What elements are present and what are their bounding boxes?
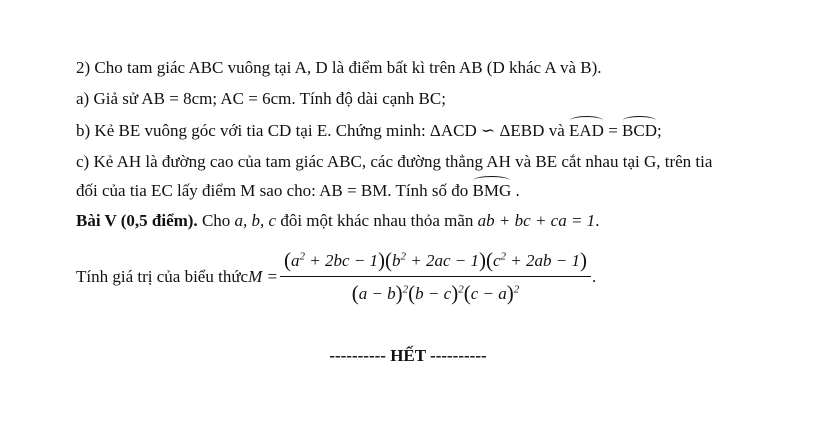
angle-bmg: BMG: [472, 181, 512, 200]
q2-part-c-line1: c) Kẻ AH là đường cao của tam giác ABC, các đường thẳng AH và BE cắt nhau tại G, trên tia: [76, 152, 713, 171]
numerator: $(a^2 + 2bc - 1)(b^2 + 2ac - 1)(c^2 + 2ab - 1)$: [283, 248, 587, 272]
angle-bcd: BCD: [622, 121, 657, 140]
q2-c-text: đối của tia EC lấy điểm M sao cho: AB = BM. Tính số đo: [76, 181, 473, 200]
q5-ask: Tính giá trị của biểu thức: [76, 267, 249, 286]
similarity: ΔACD ∽ ΔEBD: [429, 121, 545, 140]
q5-end: .: [591, 267, 597, 286]
q5-statement: [76, 211, 599, 231]
q2-b-and: và: [544, 121, 569, 140]
q2-part-a: a) Giả sử AB = 8cm; AC = 6cm. Tính độ dài cạnh BC;: [76, 89, 446, 108]
q5-condition: ab + bc + ca = 1: [477, 211, 596, 230]
angle-ead: EAD: [568, 121, 604, 140]
q2-b-text: b) Kẻ BE vuông góc với tia CD tại E. Chứng minh:: [76, 121, 430, 140]
q5-title: Bài V (0,5 điểm).: [76, 211, 198, 230]
end-marker: [0, 346, 816, 366]
footer-text: ---------- HẾT ----------: [329, 346, 487, 365]
q5-lhs: M =: [248, 267, 278, 286]
q2-part-c-line2: [76, 181, 520, 201]
q5-expression: [76, 248, 596, 306]
q2-part-b: [76, 121, 662, 141]
equals: =: [603, 121, 623, 140]
q5-vars: a, b, c: [234, 211, 277, 230]
q2-c-end: .: [511, 181, 520, 200]
q2-intro: 2) Cho tam giác ABC vuông tại A, D là điểm bất kì trên AB (D khác A và B).: [76, 58, 602, 77]
q5-text1: Cho: [197, 211, 235, 230]
fraction: [282, 248, 589, 306]
denominator: $(a - b)^2(b - c)^2(c - a)^2$: [280, 276, 591, 306]
q2-b-end: ;: [657, 121, 662, 140]
q5-text2: đôi một khác nhau thỏa mãn: [276, 211, 478, 230]
q5-period: .: [595, 211, 600, 230]
